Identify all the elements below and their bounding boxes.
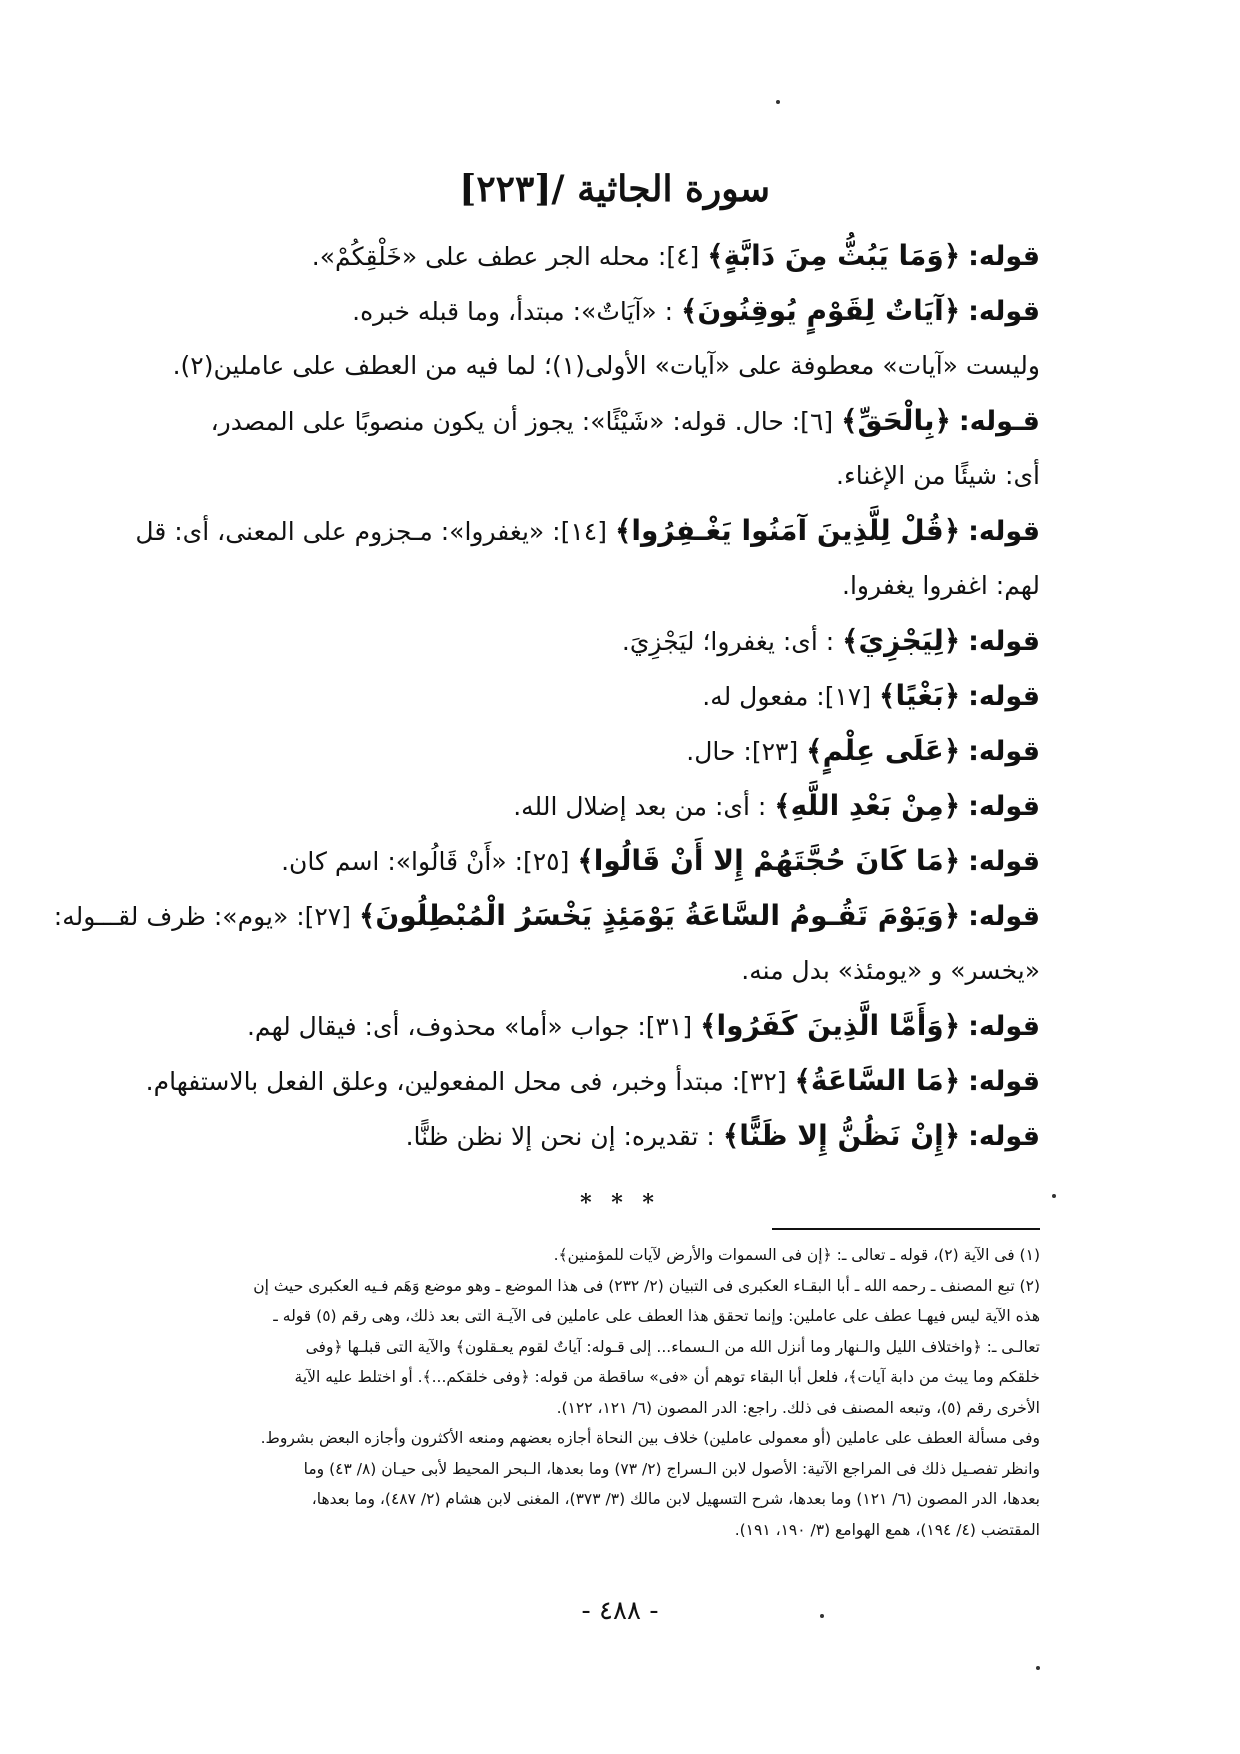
line-commentary: [٢٧]: «يوم»: ظرف لقـــوله: bbox=[53, 902, 351, 931]
line-commentary: أى: شيئًا من الإغناء. bbox=[836, 461, 1040, 490]
line-keyword: قوله: bbox=[968, 1011, 1040, 1042]
text-line bbox=[195, 998, 1040, 1053]
footnote-line: هذه الآية ليس فيهـا عطف على عاملين: وإنما تحقق هذا العطف على عاملين فى الآيـة التى بعد ذلك، وهى رقم (٥) قوله ـ bbox=[273, 1307, 1040, 1325]
text-line bbox=[195, 723, 1040, 778]
quran-quote: ﴿بَغْيًا﴾ bbox=[879, 679, 961, 712]
line-commentary: : «آيَاتٌ»: مبتدأ، وما قبله خبره. bbox=[352, 297, 674, 326]
line-keyword: قوله: bbox=[968, 516, 1040, 547]
scan-speck bbox=[1036, 1666, 1040, 1670]
footnote-line: المقتضب (٤/ ١٩٤)، همع الهوامع (٣/ ١٩٠، ١٩١). bbox=[734, 1520, 1040, 1539]
line-keyword: قـوله: bbox=[958, 406, 1040, 437]
line-commentary: [١٤]: «يغفروا»: مـجزوم على المعنى، أى: قل bbox=[135, 517, 607, 546]
text-line bbox=[195, 613, 1040, 668]
line-keyword: قوله: bbox=[968, 846, 1040, 877]
text-line bbox=[53, 888, 1040, 943]
line-commentary: [٦]: حال. قوله: «شَيْئًا»: يجوز أن يكون منصوبًا على المصدر، bbox=[210, 407, 834, 436]
footnote-line: (١) فى الآية (٢)، قوله ـ تعالى ـ: ﴿إن فى السموات والأرض لآيات للمؤمنين﴾. bbox=[553, 1246, 1040, 1264]
text-line bbox=[172, 338, 1040, 393]
text-line bbox=[195, 1108, 1040, 1163]
page-header bbox=[459, 168, 770, 210]
text-line bbox=[195, 668, 1040, 723]
text-line bbox=[195, 778, 1040, 833]
footnote-line: تعالـى ـ: ﴿واختلاف الليل والـنهار وما أنزل الله من الـسماء... إلى قـوله: آياتٌ لقوم يعـقلون﴾ والآية التى قبلـها ﴿وفى bbox=[305, 1337, 1040, 1356]
text-line bbox=[195, 228, 1040, 283]
quran-quote: ﴿قُلْ لِلَّذِينَ آمَنُوا يَغْـفِرُوا﴾ bbox=[614, 514, 961, 547]
footnote-line: بعدها، الدر المصون (٦/ ١٢١) وما بعدها، شرح التسهيل لابن مالك (٣/ ٣٧٣)، المغنى لابن هشام (٢/ ٤٨٧)، وما بعدها، bbox=[311, 1490, 1040, 1508]
surah-page-ref: /[٢٢٣] bbox=[459, 168, 565, 210]
text-line bbox=[145, 1053, 1040, 1108]
page-number: - ٤٨٨ - bbox=[581, 1596, 659, 1626]
section-separator: * * * bbox=[580, 1190, 660, 1216]
line-commentary: : أى: يغفروا؛ ليَجْزِيَ. bbox=[621, 627, 835, 656]
line-commentary: [٢٥]: «أَنْ قَالُوا»: اسم كان. bbox=[281, 847, 570, 876]
line-keyword: قوله: bbox=[968, 791, 1040, 822]
line-commentary: [٢٣]: حال. bbox=[686, 737, 799, 766]
line-keyword: قوله: bbox=[968, 1066, 1040, 1097]
footnote-line: وانظر تفصـيل ذلك فى المراجع الآتية: الأصول لابن الـسراج (٢/ ٧٣) وما بعدها، الـبحر المحيط لأبى حيـان (٨/ ٤٣) وما bbox=[303, 1459, 1040, 1478]
surah-title: سورة الجاثية bbox=[577, 168, 770, 210]
footnotes bbox=[195, 1240, 1040, 1545]
main-text bbox=[53, 228, 1040, 1163]
scan-speck bbox=[1052, 1194, 1056, 1198]
line-keyword: قوله: bbox=[968, 626, 1040, 657]
line-commentary: [٣١]: جواب «أما» محذوف، أى: فيقال لهم. bbox=[246, 1012, 693, 1041]
line-keyword: قوله: bbox=[968, 296, 1040, 327]
scan-speck bbox=[776, 100, 780, 104]
line-keyword: قوله: bbox=[968, 681, 1040, 712]
footnote-line: خلقكم وما يبث من دابة آيات﴾، فلعل أبا البقاء توهم أن «فى» ساقطة من قوله: ﴿وفى خلقكم...﴾. أو اختلط عليه الآية bbox=[294, 1368, 1040, 1386]
text-line bbox=[195, 283, 1040, 338]
line-commentary: [٤]: محله الجر عطف على «خَلْقِكُمْ». bbox=[311, 242, 700, 271]
quran-quote: ﴿لِيَجْزِيَ﴾ bbox=[842, 624, 961, 657]
quran-quote: ﴿إِنْ نَظُنُّ إِلا ظَنًّا﴾ bbox=[722, 1119, 961, 1152]
line-keyword: قوله: bbox=[968, 241, 1040, 272]
footnote-rule bbox=[772, 1228, 1040, 1230]
footnote-line: الأخرى رقم (٥)، وتبعه المصنف فى ذلك. راجع: الدر المصون (٦/ ١٢١، ١٢٢). bbox=[556, 1398, 1040, 1417]
footnote-line: وفى مسألة العطف على عاملين (أو معمولى عاملين) خلاف بين النحاة أجازه بعضهم ومنعه الأكثرون وأجازه البعض بشروط. bbox=[260, 1429, 1040, 1447]
text-line bbox=[195, 448, 1040, 503]
text-line bbox=[195, 558, 1040, 613]
text-line bbox=[195, 943, 1040, 998]
scan-speck bbox=[820, 1614, 824, 1618]
quran-quote: ﴿آيَاتٌ لِقَوْمٍ يُوقِنُونَ﴾ bbox=[681, 294, 961, 327]
quran-quote: ﴿عَلَى عِلْمٍ﴾ bbox=[806, 734, 961, 767]
line-keyword: قوله: bbox=[968, 1121, 1040, 1152]
line-commentary: [١٧]: مفعول له. bbox=[702, 682, 872, 711]
quran-quote: ﴿وَيَوْمَ تَقُـومُ السَّاعَةُ يَوْمَئِذٍ يَخْسَرُ الْمُبْطِلُونَ﴾ bbox=[358, 899, 961, 932]
quran-quote: ﴿مَا السَّاعَةُ﴾ bbox=[794, 1064, 961, 1097]
line-commentary: «يخسر» و «يومئذ» بدل منه. bbox=[741, 956, 1040, 985]
line-keyword: قوله: bbox=[968, 901, 1040, 932]
footnote-line: (٢) تبع المصنف ـ رحمه الله ـ أبا البقـاء العكبرى فى التبيان (٢/ ٢٣٢) فى هذا الموضع ـ وهو موضع وَهَم فـيه العكبرى حيث إن bbox=[253, 1276, 1040, 1295]
quran-quote: ﴿مَا كَانَ حُجَّتَهُمْ إِلا أَنْ قَالُوا﴾ bbox=[577, 844, 961, 877]
line-keyword: قوله: bbox=[968, 736, 1040, 767]
line-commentary: : تقديره: إن نحن إلا نظن ظنًّا. bbox=[405, 1122, 715, 1151]
line-commentary: [٣٢]: مبتدأ وخبر، فى محل المفعولين، وعلق الفعل بالاستفهام. bbox=[145, 1067, 787, 1096]
text-line bbox=[195, 393, 1040, 448]
line-commentary: لهم: اغفروا يغفروا. bbox=[842, 571, 1040, 600]
line-commentary: : أى: من بعد إضلال الله. bbox=[513, 792, 767, 821]
line-commentary: وليست «آيات» معطوفة على «آيات» الأولى(١)؛ لما فيه من العطف على عاملين(٢). bbox=[172, 351, 1040, 380]
quran-quote: ﴿بِالْحَقِّ﴾ bbox=[841, 404, 951, 437]
quran-quote: ﴿وَمَا يَبُثُّ مِنَ دَابَّةٍ﴾ bbox=[707, 239, 961, 272]
text-line bbox=[195, 833, 1040, 888]
quran-quote: ﴿مِنْ بَعْدِ اللَّهِ﴾ bbox=[774, 789, 961, 822]
text-line bbox=[135, 503, 1040, 558]
quran-quote: ﴿وَأَمَّا الَّذِينَ كَفَرُوا﴾ bbox=[700, 1009, 961, 1042]
